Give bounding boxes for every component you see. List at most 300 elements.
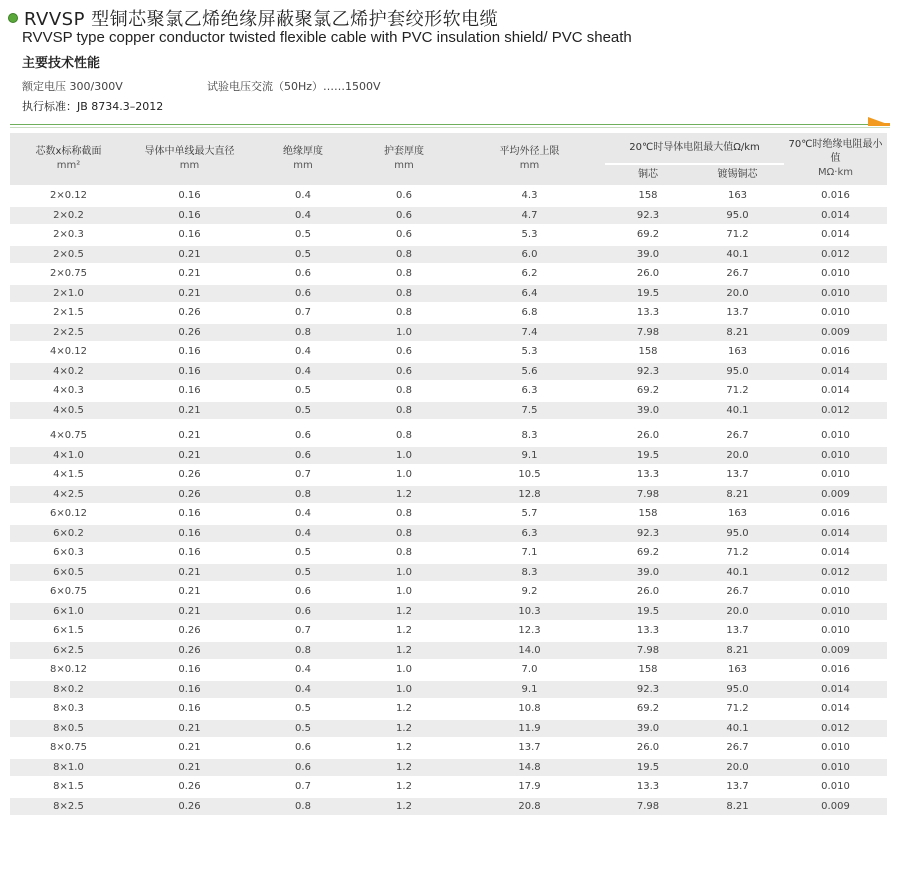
cell-insulation: 0.5 bbox=[252, 720, 354, 738]
cell-outer-diameter: 9.2 bbox=[521, 586, 538, 597]
cell-insulation-resistance: 0.009 bbox=[784, 642, 887, 660]
cell-insulation: 0.4 bbox=[295, 190, 311, 201]
cell-insulation: 0.8 bbox=[252, 324, 354, 342]
cell-tinned: 95.0 bbox=[691, 207, 784, 225]
cell-insulation-resistance: 0.014 bbox=[784, 207, 887, 225]
cell-insulation: 0.5 bbox=[252, 246, 354, 264]
cell-sheath: 1.0 bbox=[354, 324, 454, 342]
cell-outer-diameter: 12.8 bbox=[454, 486, 605, 504]
cell-insulation-resistance: 0.009 bbox=[784, 486, 887, 504]
cell-outer-diameter: 7.5 bbox=[454, 402, 605, 420]
arrow-marker-base bbox=[868, 123, 890, 126]
cell-outer-diameter: 8.3 bbox=[454, 564, 605, 582]
cell-insulation-resistance: 0.010 bbox=[784, 447, 887, 465]
cell-copper: 92.3 bbox=[605, 363, 691, 381]
cell-insulation: 0.4 bbox=[295, 508, 311, 519]
cell-insulation-resistance: 0.010 bbox=[821, 781, 850, 792]
cell-tinned: 13.7 bbox=[726, 307, 749, 318]
cell-insulation: 0.8 bbox=[252, 798, 354, 816]
cell-copper: 26.0 bbox=[636, 268, 660, 279]
cell-core-area: 6×0.75 bbox=[49, 586, 87, 597]
header-core-area: 芯数x标称截面 mm² bbox=[10, 133, 127, 185]
cell-core-area: 4×2.5 bbox=[10, 486, 127, 504]
cell-copper: 19.5 bbox=[605, 759, 691, 777]
cell-sheath: 1.2 bbox=[396, 703, 412, 714]
green-bullet-icon bbox=[8, 13, 18, 23]
cell-core-area: 2×0.5 bbox=[10, 246, 127, 264]
cell-outer-diameter: 12.3 bbox=[518, 625, 541, 636]
cell-copper: 13.3 bbox=[636, 781, 660, 792]
table-row bbox=[10, 778, 887, 796]
cell-tinned: 8.21 bbox=[691, 798, 784, 816]
cell-copper: 39.0 bbox=[605, 720, 691, 738]
cell-insulation: 0.6 bbox=[252, 285, 354, 303]
cell-wire-diameter: 0.26 bbox=[178, 781, 201, 792]
header-wire-diameter: 导体中单线最大直径 mm bbox=[127, 133, 252, 185]
cell-core-area: 8×0.5 bbox=[10, 720, 127, 738]
table-row bbox=[10, 720, 887, 738]
cell-core-area: 6×0.2 bbox=[10, 525, 127, 543]
cell-tinned: 95.0 bbox=[691, 681, 784, 699]
cell-sheath: 0.8 bbox=[396, 385, 412, 396]
cell-core-area: 8×2.5 bbox=[10, 798, 127, 816]
page-subtitle-en: RVVSP type copper conductor twisted flexible cable with PVC insulation shield/ PVC sheath bbox=[22, 29, 632, 46]
table-row bbox=[10, 187, 887, 205]
cell-copper: 19.5 bbox=[605, 285, 691, 303]
cell-core-area: 2×0.2 bbox=[10, 207, 127, 225]
table-row bbox=[10, 759, 887, 777]
cell-outer-diameter: 13.7 bbox=[518, 742, 541, 753]
table-row bbox=[10, 265, 887, 283]
cell-core-area: 4×0.12 bbox=[49, 346, 87, 357]
table-row bbox=[10, 324, 887, 342]
cell-insulation: 0.4 bbox=[252, 363, 354, 381]
header-tinned-copper: 镀锡铜芯 bbox=[691, 165, 784, 185]
cell-core-area: 8×0.3 bbox=[53, 703, 84, 714]
cell-insulation: 0.4 bbox=[295, 346, 311, 357]
cell-wire-diameter: 0.26 bbox=[178, 625, 201, 636]
cell-tinned: 20.0 bbox=[691, 759, 784, 777]
cell-tinned: 13.7 bbox=[726, 625, 749, 636]
spec-table-body bbox=[10, 187, 887, 815]
cell-core-area: 8×0.75 bbox=[49, 742, 87, 753]
cell-core-area: 6×2.5 bbox=[10, 642, 127, 660]
cell-outer-diameter: 20.8 bbox=[454, 798, 605, 816]
cell-tinned: 8.21 bbox=[691, 486, 784, 504]
cell-wire-diameter: 0.16 bbox=[178, 664, 201, 675]
title-zh-text: RVVSP 型铜芯聚氯乙烯绝缘屏蔽聚氯乙烯护套绞形软电缆 bbox=[24, 9, 499, 30]
cell-insulation-resistance: 0.010 bbox=[821, 307, 850, 318]
table-row bbox=[10, 382, 887, 400]
table-row bbox=[10, 207, 887, 225]
cell-copper: 92.3 bbox=[605, 681, 691, 699]
table-row bbox=[10, 466, 887, 484]
table-row bbox=[10, 525, 887, 543]
cell-sheath: 1.0 bbox=[396, 586, 412, 597]
cell-insulation-resistance: 0.014 bbox=[784, 363, 887, 381]
header-resistance-group: 20℃时导体电阻最大值Ω/km bbox=[605, 133, 784, 163]
cell-core-area: 2×2.5 bbox=[10, 324, 127, 342]
cell-sheath: 0.8 bbox=[354, 421, 454, 445]
cell-wire-diameter: 0.21 bbox=[178, 742, 201, 753]
cell-insulation: 0.5 bbox=[295, 547, 311, 558]
cell-tinned: 163 bbox=[727, 346, 748, 357]
cell-outer-diameter: 6.3 bbox=[521, 385, 538, 396]
cell-insulation: 0.5 bbox=[252, 564, 354, 582]
cell-sheath: 1.2 bbox=[354, 798, 454, 816]
cell-tinned: 13.7 bbox=[726, 469, 749, 480]
cell-sheath: 1.0 bbox=[396, 469, 412, 480]
cell-tinned: 26.7 bbox=[726, 586, 749, 597]
cell-wire-diameter: 0.16 bbox=[178, 547, 201, 558]
cell-tinned: 40.1 bbox=[691, 564, 784, 582]
cell-outer-diameter: 7.0 bbox=[521, 664, 538, 675]
cell-insulation: 0.6 bbox=[295, 268, 311, 279]
cell-tinned: 71.2 bbox=[726, 547, 749, 558]
cell-tinned: 20.0 bbox=[691, 447, 784, 465]
header-copper: 铜芯 bbox=[605, 165, 691, 185]
cell-outer-diameter: 11.9 bbox=[454, 720, 605, 738]
cell-tinned: 40.1 bbox=[691, 246, 784, 264]
header-outer-diameter: 平均外径上限 mm bbox=[454, 133, 605, 185]
spec-table bbox=[10, 131, 887, 817]
cell-insulation: 0.5 bbox=[295, 385, 311, 396]
cell-tinned: 95.0 bbox=[691, 525, 784, 543]
cell-core-area: 4×0.5 bbox=[10, 402, 127, 420]
cell-outer-diameter: 4.7 bbox=[454, 207, 605, 225]
cell-wire-diameter: 0.26 bbox=[178, 307, 201, 318]
header-insulation: 绝缘厚度 mm bbox=[252, 133, 354, 185]
cell-wire-diameter: 0.16 bbox=[178, 190, 201, 201]
cell-sheath: 0.8 bbox=[396, 307, 412, 318]
rated-voltage: 额定电压 300/300V bbox=[22, 80, 123, 93]
cell-insulation: 0.4 bbox=[252, 207, 354, 225]
cell-core-area: 2×0.12 bbox=[49, 190, 87, 201]
cell-core-area: 2×1.0 bbox=[10, 285, 127, 303]
test-voltage: 试验电压交流（50Hz）……1500V bbox=[207, 80, 381, 93]
cell-insulation: 0.8 bbox=[252, 642, 354, 660]
cell-tinned: 95.0 bbox=[691, 363, 784, 381]
table-row bbox=[10, 421, 887, 445]
cell-tinned: 26.7 bbox=[691, 421, 784, 445]
table-row bbox=[10, 226, 887, 244]
cell-insulation-resistance: 0.014 bbox=[784, 525, 887, 543]
cell-wire-diameter: 0.21 bbox=[127, 564, 252, 582]
cell-insulation-resistance: 0.012 bbox=[784, 402, 887, 420]
table-row bbox=[10, 642, 887, 660]
cell-sheath: 1.2 bbox=[396, 742, 412, 753]
cell-sheath: 0.6 bbox=[354, 207, 454, 225]
cell-wire-diameter: 0.21 bbox=[178, 586, 201, 597]
cell-insulation-resistance: 0.010 bbox=[821, 586, 850, 597]
cell-sheath: 1.2 bbox=[354, 720, 454, 738]
cell-tinned: 40.1 bbox=[691, 402, 784, 420]
cell-core-area: 4×1.0 bbox=[10, 447, 127, 465]
cell-core-area: 2×0.75 bbox=[49, 268, 87, 279]
cell-copper: 39.0 bbox=[605, 402, 691, 420]
cell-copper: 26.0 bbox=[605, 421, 691, 445]
cell-core-area: 4×0.3 bbox=[53, 385, 84, 396]
cell-insulation-resistance: 0.010 bbox=[821, 469, 850, 480]
cell-wire-diameter: 0.21 bbox=[127, 720, 252, 738]
cell-sheath: 1.0 bbox=[354, 564, 454, 582]
cell-sheath: 0.8 bbox=[396, 508, 412, 519]
cell-wire-diameter: 0.16 bbox=[127, 681, 252, 699]
cell-wire-diameter: 0.16 bbox=[178, 508, 201, 519]
cell-insulation-resistance: 0.010 bbox=[784, 285, 887, 303]
cell-sheath: 1.2 bbox=[396, 781, 412, 792]
cell-sheath: 1.2 bbox=[396, 625, 412, 636]
cell-insulation: 0.6 bbox=[252, 603, 354, 621]
table-row bbox=[10, 505, 887, 523]
cell-outer-diameter: 5.7 bbox=[521, 508, 538, 519]
cell-wire-diameter: 0.21 bbox=[127, 447, 252, 465]
cell-outer-diameter: 8.3 bbox=[454, 421, 605, 445]
cell-insulation: 0.6 bbox=[295, 586, 311, 597]
cell-tinned: 71.2 bbox=[726, 229, 749, 240]
table-row bbox=[10, 622, 887, 640]
cell-core-area: 6×0.3 bbox=[53, 547, 84, 558]
cell-copper: 13.3 bbox=[636, 307, 660, 318]
cell-outer-diameter: 17.9 bbox=[518, 781, 541, 792]
cell-tinned: 163 bbox=[727, 508, 748, 519]
cell-copper: 7.98 bbox=[605, 642, 691, 660]
cell-outer-diameter: 5.6 bbox=[454, 363, 605, 381]
cell-copper: 26.0 bbox=[636, 742, 660, 753]
header-sheath: 护套厚度 mm bbox=[354, 133, 454, 185]
cell-outer-diameter: 14.0 bbox=[454, 642, 605, 660]
cell-insulation-resistance: 0.014 bbox=[821, 547, 850, 558]
cell-outer-diameter: 7.4 bbox=[454, 324, 605, 342]
table-row bbox=[10, 402, 887, 420]
table-row bbox=[10, 564, 887, 582]
cell-wire-diameter: 0.16 bbox=[178, 385, 201, 396]
cell-tinned: 8.21 bbox=[691, 642, 784, 660]
cell-wire-diameter: 0.16 bbox=[127, 525, 252, 543]
table-row bbox=[10, 246, 887, 264]
table-row bbox=[10, 603, 887, 621]
cell-core-area: 6×1.5 bbox=[53, 625, 84, 636]
cell-core-area: 4×0.2 bbox=[10, 363, 127, 381]
divider-line bbox=[10, 124, 890, 125]
cell-insulation-resistance: 0.010 bbox=[784, 759, 887, 777]
cell-insulation-resistance: 0.010 bbox=[784, 603, 887, 621]
cell-insulation: 0.4 bbox=[252, 681, 354, 699]
table-row bbox=[10, 447, 887, 465]
table-row bbox=[10, 363, 887, 381]
cell-tinned: 71.2 bbox=[726, 385, 749, 396]
table-row bbox=[10, 681, 887, 699]
table-row bbox=[10, 583, 887, 601]
cell-insulation-resistance: 0.014 bbox=[784, 681, 887, 699]
cell-wire-diameter: 0.26 bbox=[127, 642, 252, 660]
cell-outer-diameter: 9.1 bbox=[454, 681, 605, 699]
cell-outer-diameter: 4.3 bbox=[521, 190, 538, 201]
cell-tinned: 40.1 bbox=[691, 720, 784, 738]
cell-insulation: 0.6 bbox=[295, 742, 311, 753]
cell-insulation-resistance: 0.010 bbox=[821, 742, 850, 753]
cell-outer-diameter: 10.3 bbox=[454, 603, 605, 621]
table-row bbox=[10, 285, 887, 303]
cell-insulation-resistance: 0.016 bbox=[821, 346, 850, 357]
cell-insulation-resistance: 0.012 bbox=[784, 246, 887, 264]
cell-sheath: 1.0 bbox=[396, 664, 412, 675]
page-title bbox=[8, 5, 498, 31]
cell-copper: 69.2 bbox=[636, 229, 660, 240]
cell-copper: 69.2 bbox=[636, 547, 660, 558]
cell-wire-diameter: 0.16 bbox=[178, 229, 201, 240]
cell-sheath: 1.0 bbox=[354, 681, 454, 699]
header-insulation-resistance: 70℃时绝缘电阻最小值 MΩ·km bbox=[784, 133, 887, 185]
table-row bbox=[10, 544, 887, 562]
cell-outer-diameter: 5.3 bbox=[521, 229, 538, 240]
cell-core-area: 8×1.5 bbox=[53, 781, 84, 792]
cell-core-area: 6×1.0 bbox=[10, 603, 127, 621]
cell-insulation-resistance: 0.010 bbox=[821, 268, 850, 279]
cell-insulation: 0.4 bbox=[295, 664, 311, 675]
cell-sheath: 1.2 bbox=[354, 759, 454, 777]
cell-wire-diameter: 0.16 bbox=[178, 346, 201, 357]
cell-wire-diameter: 0.21 bbox=[127, 285, 252, 303]
cell-copper: 19.5 bbox=[605, 603, 691, 621]
cell-wire-diameter: 0.21 bbox=[127, 402, 252, 420]
cell-wire-diameter: 0.16 bbox=[178, 703, 201, 714]
cell-outer-diameter: 10.8 bbox=[518, 703, 541, 714]
table-row bbox=[10, 739, 887, 757]
cell-copper: 92.3 bbox=[605, 207, 691, 225]
cell-copper: 69.2 bbox=[636, 385, 660, 396]
cell-insulation-resistance: 0.012 bbox=[784, 564, 887, 582]
cell-insulation-resistance: 0.010 bbox=[784, 421, 887, 445]
table-row bbox=[10, 486, 887, 504]
cell-core-area: 6×0.12 bbox=[49, 508, 87, 519]
cell-sheath: 0.6 bbox=[354, 363, 454, 381]
table-row bbox=[10, 661, 887, 679]
cell-insulation: 0.5 bbox=[295, 229, 311, 240]
cell-tinned: 26.7 bbox=[726, 742, 749, 753]
cell-outer-diameter: 6.2 bbox=[521, 268, 538, 279]
cell-tinned: 71.2 bbox=[726, 703, 749, 714]
cell-insulation: 0.7 bbox=[295, 307, 311, 318]
cell-sheath: 0.6 bbox=[396, 190, 412, 201]
cell-wire-diameter: 0.16 bbox=[127, 363, 252, 381]
cell-sheath: 0.8 bbox=[354, 285, 454, 303]
cell-insulation-resistance: 0.009 bbox=[784, 798, 887, 816]
cell-wire-diameter: 0.21 bbox=[127, 421, 252, 445]
section-title: 主要技术性能 bbox=[22, 56, 101, 71]
cell-wire-diameter: 0.21 bbox=[127, 603, 252, 621]
cell-core-area: 4×0.75 bbox=[10, 421, 127, 445]
cell-insulation-resistance: 0.014 bbox=[821, 703, 850, 714]
cell-wire-diameter: 0.26 bbox=[127, 798, 252, 816]
standard: 执行标准：JB 8734.3–2012 bbox=[22, 100, 164, 113]
cell-insulation: 0.7 bbox=[295, 469, 311, 480]
cell-insulation: 0.6 bbox=[252, 447, 354, 465]
cell-core-area: 8×0.12 bbox=[49, 664, 87, 675]
cell-sheath: 0.8 bbox=[354, 246, 454, 264]
cell-insulation: 0.6 bbox=[252, 759, 354, 777]
cell-outer-diameter: 9.1 bbox=[454, 447, 605, 465]
cell-copper: 19.5 bbox=[605, 447, 691, 465]
cell-copper: 158 bbox=[638, 190, 658, 201]
cell-insulation: 0.5 bbox=[252, 402, 354, 420]
cell-core-area: 8×0.2 bbox=[10, 681, 127, 699]
table-row bbox=[10, 700, 887, 718]
cell-copper: 7.98 bbox=[605, 324, 691, 342]
cell-sheath: 1.2 bbox=[354, 486, 454, 504]
cell-wire-diameter: 0.21 bbox=[178, 268, 201, 279]
cell-insulation: 0.7 bbox=[295, 781, 311, 792]
cell-wire-diameter: 0.21 bbox=[127, 759, 252, 777]
table-row bbox=[10, 798, 887, 816]
cell-insulation-resistance: 0.016 bbox=[821, 664, 850, 675]
cell-copper: 92.3 bbox=[605, 525, 691, 543]
cell-sheath: 0.6 bbox=[396, 346, 412, 357]
cell-copper: 7.98 bbox=[605, 486, 691, 504]
cell-core-area: 2×0.3 bbox=[53, 229, 84, 240]
cell-insulation: 0.8 bbox=[252, 486, 354, 504]
cell-outer-diameter: 6.3 bbox=[454, 525, 605, 543]
cell-wire-diameter: 0.26 bbox=[178, 469, 201, 480]
cell-sheath: 0.8 bbox=[396, 268, 412, 279]
cell-insulation-resistance: 0.016 bbox=[821, 508, 850, 519]
cell-sheath: 1.0 bbox=[354, 447, 454, 465]
cell-insulation: 0.5 bbox=[295, 703, 311, 714]
cell-tinned: 13.7 bbox=[726, 781, 749, 792]
cell-wire-diameter: 0.21 bbox=[127, 246, 252, 264]
cell-copper: 158 bbox=[638, 346, 658, 357]
cell-core-area: 6×0.5 bbox=[10, 564, 127, 582]
cell-tinned: 20.0 bbox=[691, 603, 784, 621]
cell-insulation: 0.6 bbox=[252, 421, 354, 445]
cell-copper: 13.3 bbox=[636, 625, 660, 636]
cell-sheath: 0.8 bbox=[396, 547, 412, 558]
cell-wire-diameter: 0.16 bbox=[127, 207, 252, 225]
cell-wire-diameter: 0.26 bbox=[127, 324, 252, 342]
cell-copper: 158 bbox=[638, 664, 658, 675]
cell-tinned: 163 bbox=[727, 190, 748, 201]
cell-sheath: 0.6 bbox=[396, 229, 412, 240]
cell-insulation-resistance: 0.009 bbox=[784, 324, 887, 342]
cell-tinned: 163 bbox=[727, 664, 748, 675]
cell-copper: 26.0 bbox=[636, 586, 660, 597]
cell-outer-diameter: 10.5 bbox=[518, 469, 541, 480]
cell-sheath: 0.8 bbox=[354, 525, 454, 543]
cell-outer-diameter: 7.1 bbox=[521, 547, 538, 558]
cell-core-area: 4×1.5 bbox=[53, 469, 84, 480]
cell-sheath: 1.2 bbox=[354, 603, 454, 621]
cell-copper: 13.3 bbox=[636, 469, 660, 480]
cell-copper: 69.2 bbox=[636, 703, 660, 714]
cell-sheath: 1.2 bbox=[354, 642, 454, 660]
cell-sheath: 0.8 bbox=[354, 402, 454, 420]
cell-outer-diameter: 14.8 bbox=[454, 759, 605, 777]
cell-copper: 158 bbox=[638, 508, 658, 519]
cell-tinned: 20.0 bbox=[691, 285, 784, 303]
cell-outer-diameter: 6.0 bbox=[454, 246, 605, 264]
cell-insulation-resistance: 0.010 bbox=[821, 625, 850, 636]
cell-insulation-resistance: 0.012 bbox=[784, 720, 887, 738]
cell-outer-diameter: 6.4 bbox=[454, 285, 605, 303]
cell-copper: 39.0 bbox=[605, 246, 691, 264]
cell-copper: 39.0 bbox=[605, 564, 691, 582]
table-row bbox=[10, 304, 887, 322]
cell-tinned: 8.21 bbox=[691, 324, 784, 342]
cell-outer-diameter: 5.3 bbox=[521, 346, 538, 357]
divider-line-light bbox=[10, 127, 890, 128]
cell-outer-diameter: 6.8 bbox=[521, 307, 538, 318]
cell-insulation: 0.4 bbox=[252, 525, 354, 543]
